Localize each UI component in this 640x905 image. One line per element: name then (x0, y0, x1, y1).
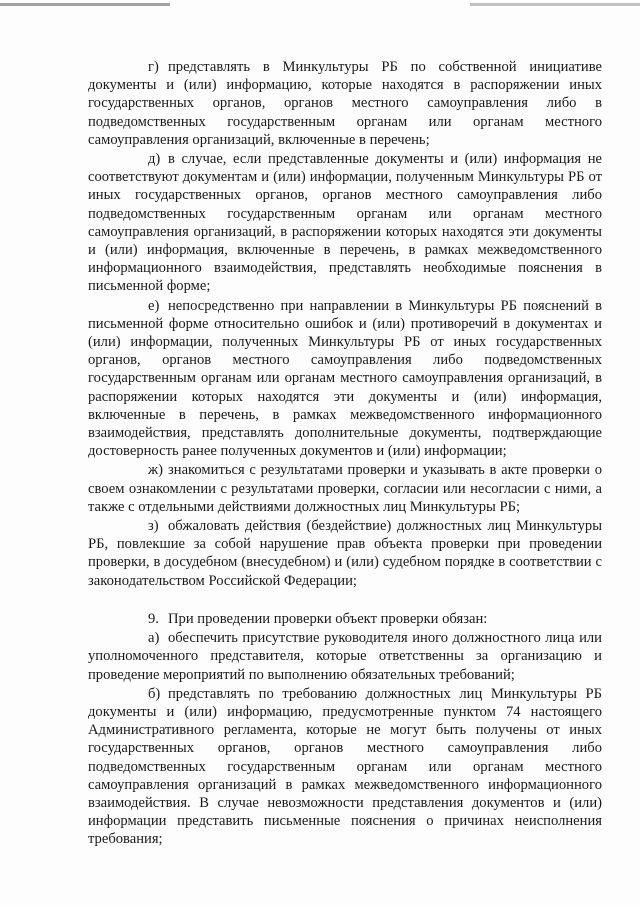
item-label: 9. (148, 610, 159, 627)
paragraph-g (88, 58, 602, 149)
paragraph-zh (88, 461, 602, 516)
item-label: б) (148, 685, 161, 702)
scan-edge-right (470, 3, 640, 6)
item-label: ж) (148, 462, 163, 479)
item-text: представлять по требованию должностных лиц Минкультуры РБ документы и (или) информацию, предусмотренные пунктом 74 настоящего Административного регламента, которые не могут быть получены от иных государственных органов, органов местного самоуправления либо подведомственных государственным органам или органам местного самоуправления организаций в рамках межведомственного информационного взаимодействия. В случае невозможности представления документов и (или) информации представить письменные пояснения о причинах неисполнения требования; (88, 685, 602, 848)
item-text: знакомиться с результатами проверки и указывать в акте проверки о своем ознакомлении с результатами проверки, согласии или несогласии с ними, а также с отдельными действиями должностных лиц Минкультуры РБ; (88, 462, 602, 515)
paragraph-a (88, 629, 602, 684)
paragraph-z (88, 517, 602, 590)
item-text: обеспечить присутствие руководителя иного должностного лица или уполномоченного представителя, которые ответственны за организацию и проведение мероприятий по выполнению обязательных требований; (88, 630, 602, 683)
item-label: д) (148, 151, 161, 168)
item-label: з) (148, 518, 159, 535)
paragraph-9 (88, 610, 602, 628)
item-text: непосредственно при направлении в Минкультуры РБ пояснений в письменной форме относительно ошибок и (или) противоречий в документах и (или) информации, полученных Минкультуры РБ от иных государственных органов, органов местного самоуправления либо подведомственных государственным органам или органам местного самоуправления организаций, в распоряжении которых находятся эти документы и (или) информация, включенные в перечень, в рамках межведомственного информационного взаимодействия, представлять дополнительные документы, подтверждающие достоверность ранее полученных документов и (или) информации; (88, 297, 602, 460)
item-text: обжаловать действия (бездействие) должностных лиц Минкультуры РБ, повлекшие за собой нарушение прав объекта проверки при проведении проверки, в досудебном (внесудебном) и (или) судебном порядке в соответствии с законодательством Российской Федерации; (88, 518, 602, 589)
paragraph-d (88, 150, 602, 296)
item-label: а) (148, 630, 160, 647)
scan-edge-left (0, 3, 170, 6)
section-gap (88, 591, 602, 610)
item-label: е) (148, 297, 160, 314)
paragraph-e (88, 297, 602, 461)
item-text: При проведении проверки объект проверки обязан: (168, 610, 488, 627)
item-label: г) (148, 59, 159, 75)
item-text: в случае, если представленные документы и (или) информация не соответствуют документам и (или) информации, полученным Минкультуры РБ от иных государственных органов, органов местного самоуправления либо подведомственных государственным органам или органам местного самоуправления организаций, в распоряжении которых находятся эти документы и (или) информация, включенные в перечень, в рамках межведомственного информационного взаимодействия, представлять необходимые пояснения в письменной форме; (88, 151, 602, 295)
item-text: представлять в Минкультуры РБ по собственной инициативе документы и (или) информацию, которые находятся в распоряжении иных государственных органов, органов местного самоуправления либо в подведомственных государственным органам или органам местного самоуправления организаций, включенные в перечень; (88, 59, 602, 148)
document-body (88, 58, 602, 850)
paragraph-b (88, 685, 602, 849)
